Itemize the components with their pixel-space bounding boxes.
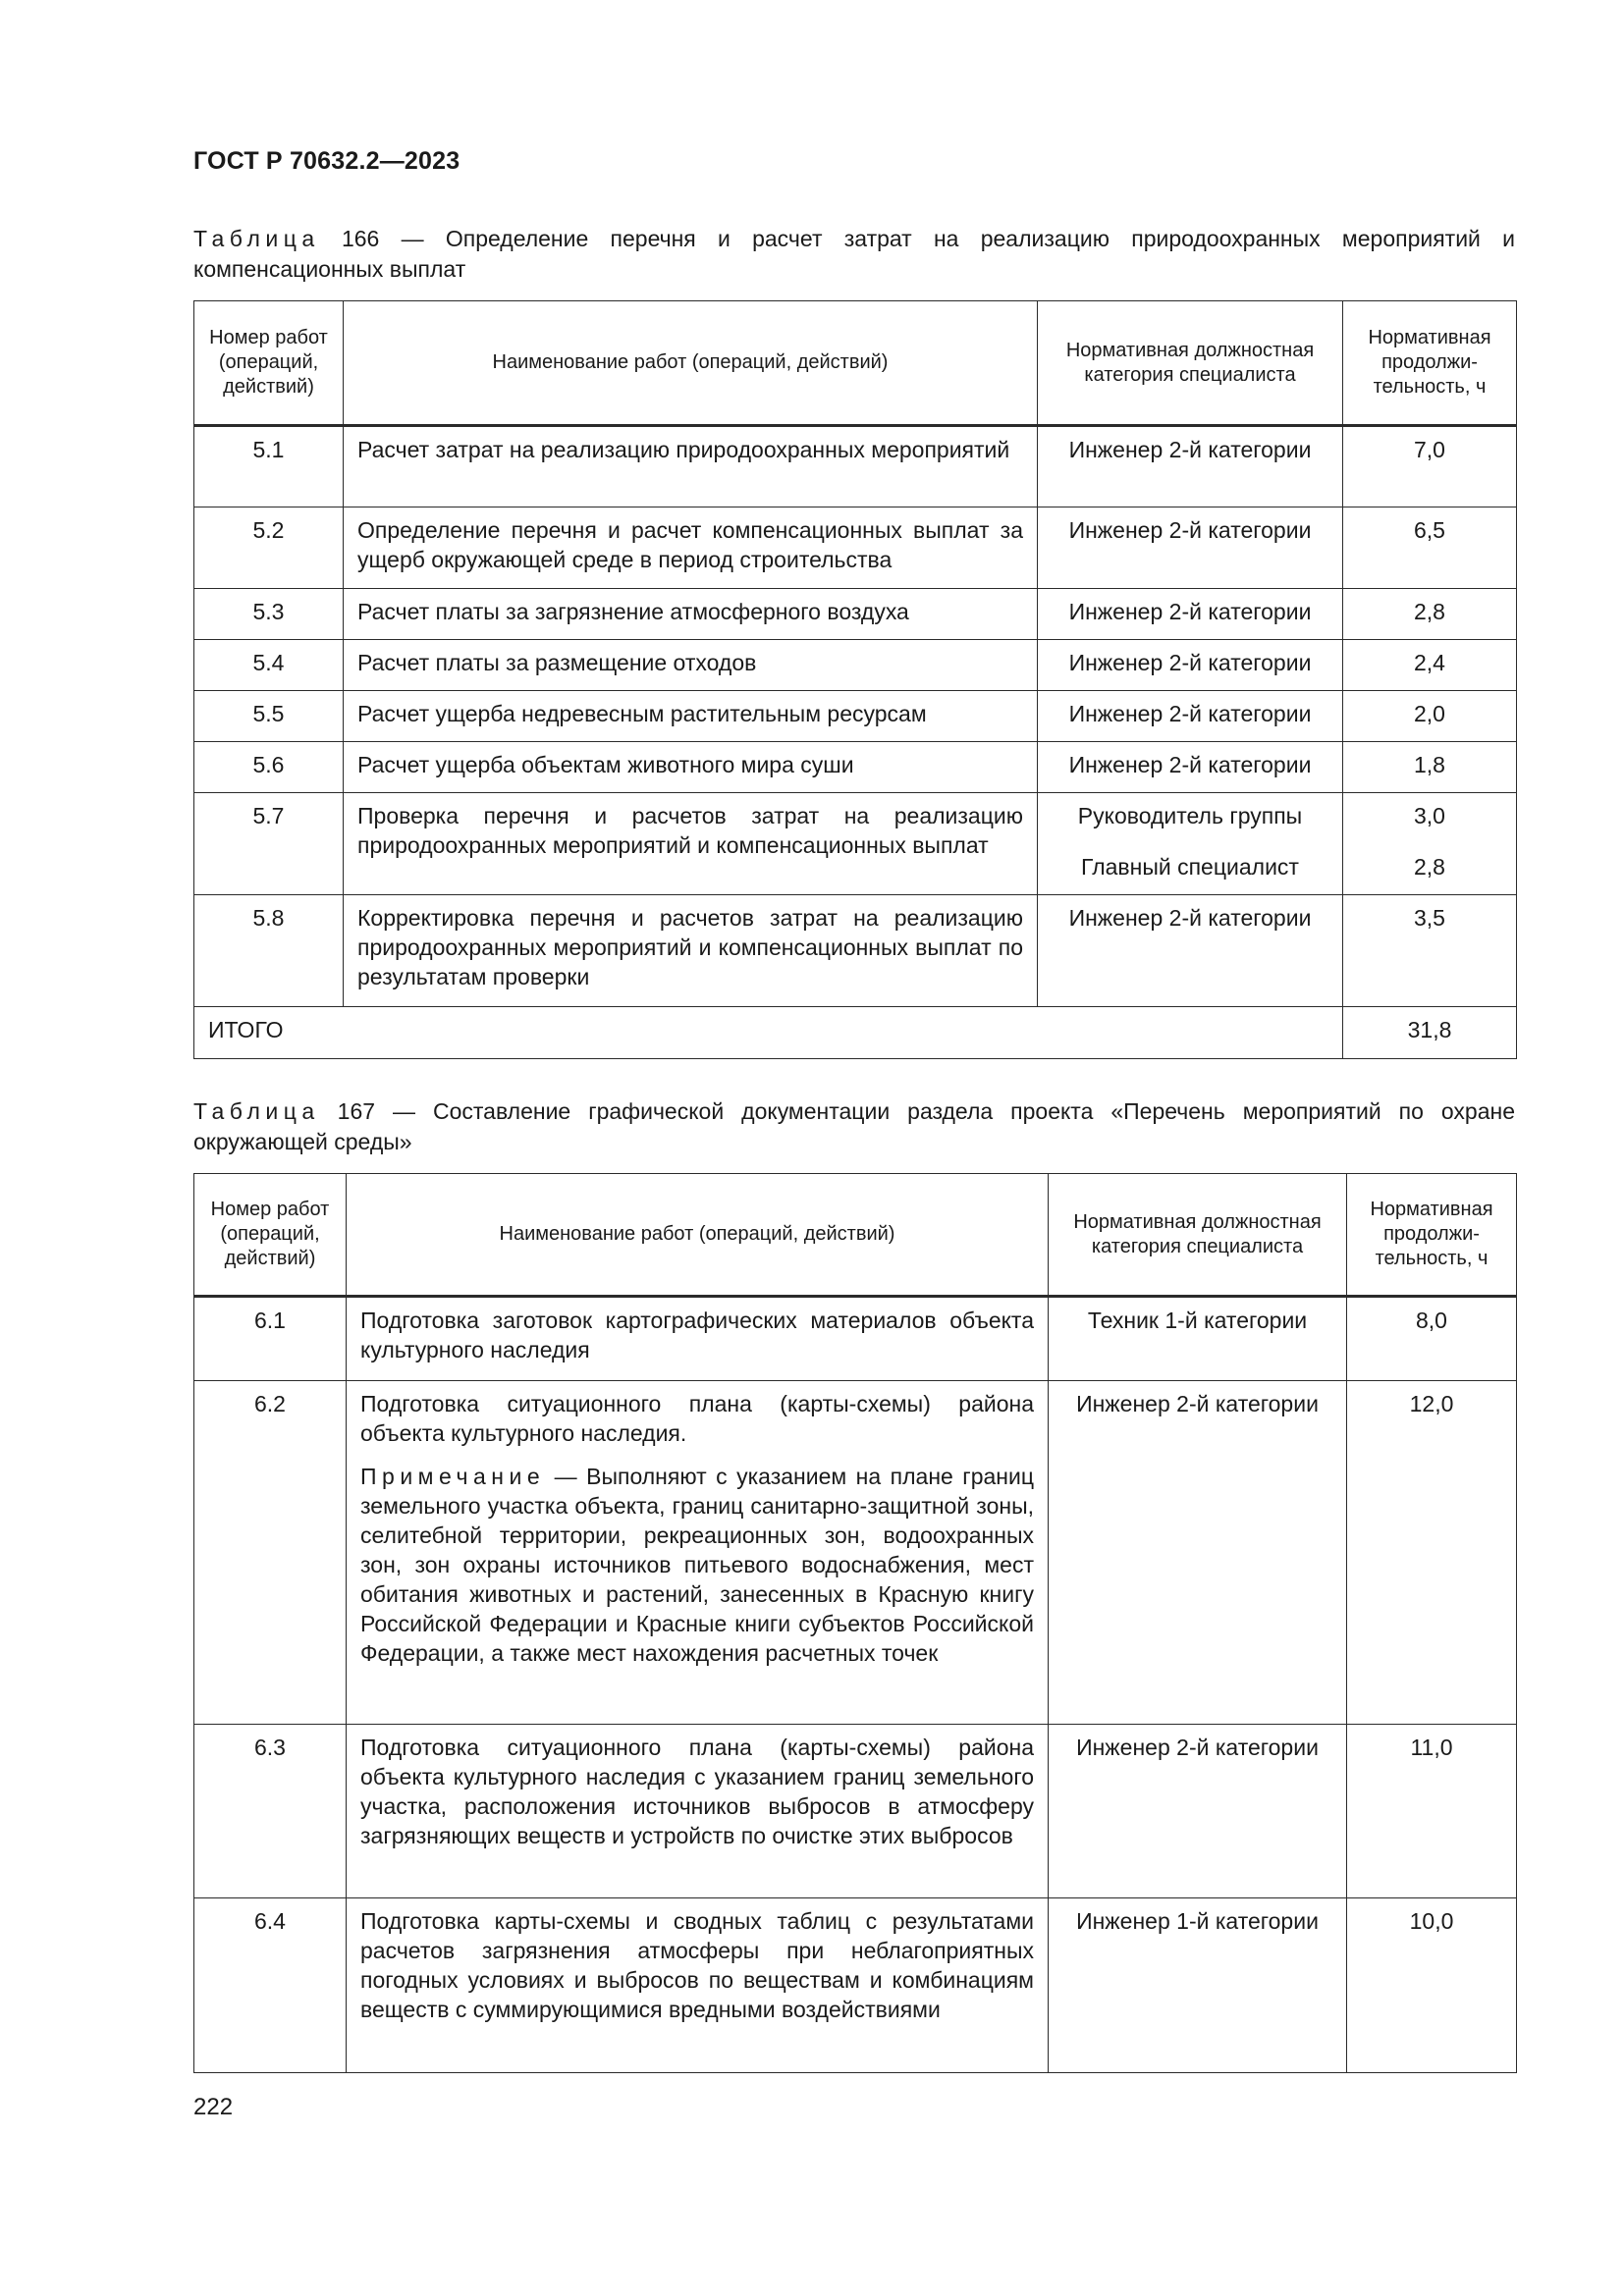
table-row [194, 691, 1517, 742]
row-role: Инженер 2-й категории [1038, 895, 1343, 1007]
column-header-number: Номер работ (операций, действий) [194, 301, 344, 426]
row-number: 5.2 [194, 507, 344, 589]
column-header-duration: Нормативная продолжи-тельность, ч [1343, 301, 1517, 426]
row-name: Расчет ущерба объектам животного мира суши [344, 742, 1038, 793]
row-number: 6.2 [194, 1381, 347, 1725]
row-role: Инженер 2-й категории [1038, 426, 1343, 507]
row-role: Руководитель группы [1077, 803, 1303, 828]
row-number: 5.7 [194, 793, 344, 895]
row-number: 5.5 [194, 691, 344, 742]
table-row [194, 793, 1517, 895]
page-number: 222 [193, 2094, 234, 2120]
row-hours: 2,4 [1343, 640, 1517, 691]
row-role-second: Главный специалист [1081, 854, 1299, 880]
table-row [194, 640, 1517, 691]
table-166-caption-label: Таблица [193, 226, 320, 251]
row-hours: 7,0 [1343, 426, 1517, 507]
total-label: ИТОГО [194, 1007, 1343, 1059]
total-value: 31,8 [1343, 1007, 1517, 1059]
row-name: Расчет платы за загрязнение атмосферного воздуха [344, 589, 1038, 640]
row-roles [1038, 793, 1343, 895]
row-name: Подготовка ситуационного плана (карты-схемы) района объекта культурного наследия. [360, 1391, 1034, 1446]
row-number: 5.1 [194, 426, 344, 507]
row-role: Техник 1-й категории [1049, 1297, 1347, 1381]
row-role: Инженер 2-й категории [1038, 640, 1343, 691]
table-166-header-row [194, 301, 1517, 426]
table-row [194, 426, 1517, 507]
row-hours: 8,0 [1347, 1297, 1517, 1381]
row-role: Инженер 2-й категории [1049, 1725, 1347, 1898]
row-hours: 1,8 [1343, 742, 1517, 793]
row-hours: 11,0 [1347, 1725, 1517, 1898]
column-header-role: Нормативная должностная категория специалиста [1049, 1174, 1347, 1297]
row-role: Инженер 2-й категории [1038, 507, 1343, 589]
row-number: 6.3 [194, 1725, 347, 1898]
row-hours: 6,5 [1343, 507, 1517, 589]
row-name: Подготовка ситуационного плана (карты-схемы) района объекта культурного наследия с указанием границ земельного участка, расположения источников выбросов в атмосферу загрязняющих веществ и устройств по очистке этих выбросов [347, 1725, 1049, 1898]
row-role: Инженер 1-й категории [1049, 1898, 1347, 2073]
row-number: 5.4 [194, 640, 344, 691]
column-header-duration: Нормативная продолжи-тельность, ч [1347, 1174, 1517, 1297]
row-name-cell [347, 1381, 1049, 1725]
row-hours: 10,0 [1347, 1898, 1517, 2073]
row-name: Расчет платы за размещение отходов [344, 640, 1038, 691]
row-role: Инженер 2-й категории [1038, 742, 1343, 793]
row-hours: 3,5 [1343, 895, 1517, 1007]
column-header-role: Нормативная должностная категория специалиста [1038, 301, 1343, 426]
row-name: Расчет затрат на реализацию природоохранных мероприятий [344, 426, 1038, 507]
table-row [194, 1898, 1517, 2073]
row-name: Проверка перечня и расчетов затрат на реализацию природоохранных мероприятий и компенсационных выплат [344, 793, 1038, 895]
table-167-header-row [194, 1174, 1517, 1297]
table-167-caption-text: 167 — Составление графической документации раздела проекта «Перечень мероприятий по охране окружающей среды» [193, 1098, 1516, 1154]
row-number: 5.8 [194, 895, 344, 1007]
table-row [194, 742, 1517, 793]
column-header-name: Наименование работ (операций, действий) [347, 1174, 1049, 1297]
table-167-caption-label: Таблица [193, 1098, 320, 1124]
table-167 [193, 1173, 1517, 2073]
table-row [194, 1381, 1517, 1725]
column-header-name: Наименование работ (операций, действий) [344, 301, 1038, 426]
row-name: Определение перечня и расчет компенсационных выплат за ущерб окружающей среде в период строительства [344, 507, 1038, 589]
row-number: 5.6 [194, 742, 344, 793]
row-hours-second: 2,8 [1414, 854, 1445, 880]
row-note [360, 1462, 1034, 1668]
row-role: Инженер 2-й категории [1038, 691, 1343, 742]
table-166-caption [193, 224, 1515, 285]
note-text: — Выполняют с указанием на плане границ земельного участка объекта, границ санитарно-защитной зоны, селитебной территории, рекреационных зон, водоохранных зон, зон охраны источников питьевого водоснабжения, мест обитания животных и растений, занесенных в Красную книгу Российской Федерации и Красные книги субъектов Российской Федерации, а также мест нахождения расчетных точек [360, 1464, 1035, 1666]
row-hours: 2,0 [1343, 691, 1517, 742]
row-number: 6.4 [194, 1898, 347, 2073]
table-row [194, 895, 1517, 1007]
document-code-header: ГОСТ Р 70632.2—2023 [193, 147, 460, 175]
table-row [194, 1297, 1517, 1381]
row-name: Корректировка перечня и расчетов затрат на реализацию природоохранных мероприятий и компенсационных выплат по результатам проверки [344, 895, 1038, 1007]
table-total-row [194, 1007, 1517, 1059]
row-name: Расчет ущерба недревесным растительным ресурсам [344, 691, 1038, 742]
row-role: Инженер 2-й категории [1049, 1381, 1347, 1725]
table-row [194, 1725, 1517, 1898]
row-hours-cell [1343, 793, 1517, 895]
column-header-number: Номер работ (операций, действий) [194, 1174, 347, 1297]
table-167-caption [193, 1096, 1515, 1157]
row-name: Подготовка заготовок картографических материалов объекта культурного наследия [347, 1297, 1049, 1381]
row-number: 6.1 [194, 1297, 347, 1381]
row-hours: 12,0 [1347, 1381, 1517, 1725]
note-label: Примечание [360, 1464, 546, 1489]
row-number: 5.3 [194, 589, 344, 640]
row-hours: 2,8 [1343, 589, 1517, 640]
table-166-caption-text: 166 — Определение перечня и расчет затрат на реализацию природоохранных мероприятий и компенсационных выплат [193, 226, 1515, 282]
row-name: Подготовка карты-схемы и сводных таблиц с результатами расчетов загрязнения атмосферы при неблагоприятных погодных условиях и выбросов по веществам и комбинациям веществ с суммирующимися вредными воздействиями [347, 1898, 1049, 2073]
table-row [194, 589, 1517, 640]
table-166 [193, 300, 1517, 1059]
row-role: Инженер 2-й категории [1038, 589, 1343, 640]
table-row [194, 507, 1517, 589]
row-hours: 3,0 [1414, 803, 1445, 828]
